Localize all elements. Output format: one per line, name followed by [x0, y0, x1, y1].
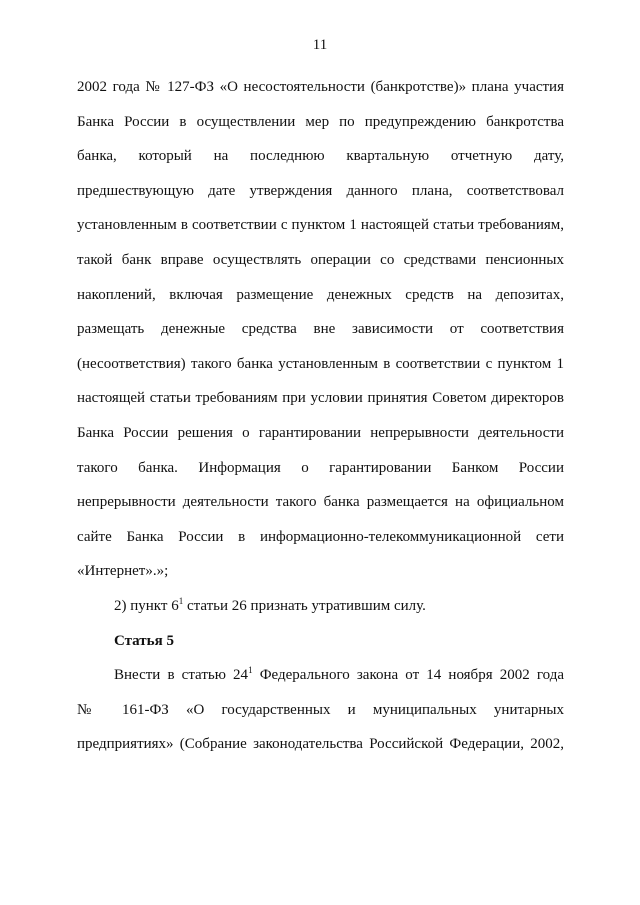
article-line-1-before: Внести в статью 24 [114, 667, 249, 684]
text-line: предшествующую дате утверждения данного плана, соответствовал [77, 182, 564, 199]
text-line: накоплений, включая размещение денежных средств на депозитах, [77, 286, 564, 303]
text-line: сайте Банка России в информационно-телекоммуникационной сети [77, 528, 564, 545]
text-line: настоящей статьи требованиям при условии принятия Советом директоров [77, 390, 564, 407]
list-item-2-after: статьи 26 признать утратившим силу. [183, 597, 426, 614]
article-heading: Статья 5 [114, 632, 174, 649]
text-line: такой банк вправе осуществлять операции со средствами пенсионных [77, 251, 564, 268]
text-line: 2002 года № 127-ФЗ «О несостоятельности (банкротстве)» плана участия [77, 79, 564, 95]
text-line: такого банка. Информация о гарантировании Банком России [77, 459, 564, 476]
text-line: «Интернет».»; [77, 563, 169, 580]
text-line: Банка России в осуществлении мер по предупреждению банкротства [77, 113, 564, 130]
text-line: Банка России решения о гарантировании непрерывности деятельности [77, 424, 564, 441]
superscript: 1 [248, 665, 253, 676]
text-line: банка, который на последнюю квартальную отчетную дату, [77, 148, 564, 165]
text-line: (несоответствия) такого банка установленным в соответствии с пунктом 1 [77, 355, 564, 372]
article-line-1-after: Федерального закона от 14 ноября 2002 года [252, 667, 564, 684]
article-line-1 [77, 658, 564, 693]
article-line-3: предприятиях» (Собрание законодательства Российской Федерации, 2002, [77, 736, 564, 753]
text-line: установленным в соответствии с пунктом 1 настоящей статьи требованиям, [77, 217, 564, 234]
list-item-2-before: 2) пункт 6 [114, 597, 179, 614]
text-line: непрерывности деятельности такого банка размещается на официальном [77, 494, 564, 511]
superscript: 1 [178, 595, 184, 606]
text-line: размещать денежные средства вне зависимости от соответствия [77, 321, 564, 338]
article-line-2: № 161-ФЗ «О государственных и муниципальных унитарных [77, 701, 564, 718]
page-number: 11 [312, 37, 328, 53]
list-item-2 [77, 589, 564, 624]
document-body [77, 70, 564, 762]
